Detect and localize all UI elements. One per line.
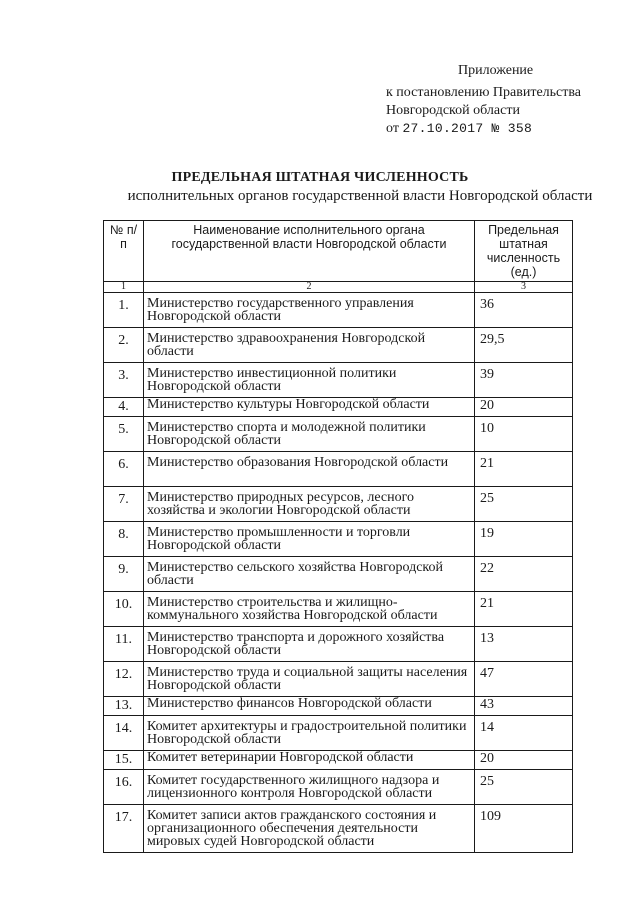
table-row — [104, 627, 573, 662]
staff-count: 10 — [475, 417, 573, 452]
document-title: ПРЕДЕЛЬНАЯ ШТАТНАЯ ЧИСЛЕННОСТЬ — [171, 170, 469, 185]
row-number: 2. — [104, 328, 144, 363]
staff-count: 25 — [475, 770, 573, 805]
staff-count: 14 — [475, 716, 573, 751]
row-number: 10. — [104, 592, 144, 627]
agency-name: Министерство труда и социальной защиты населения Новгородской области — [144, 662, 475, 697]
staff-count: 25 — [475, 487, 573, 522]
agency-name: Министерство государственного управления Новгородской области — [144, 293, 475, 328]
staff-count: 21 — [475, 592, 573, 627]
column-number: 3 — [475, 282, 573, 293]
agency-name: Министерство промышленности и торговли Новгородской области — [144, 522, 475, 557]
appendix-line-1: к постановлению Правительства — [386, 85, 582, 100]
staff-count: 19 — [475, 522, 573, 557]
row-number: 3. — [104, 363, 144, 398]
table-row — [104, 751, 573, 770]
table-row — [104, 398, 573, 417]
staff-count: 29,5 — [475, 328, 573, 363]
row-number: 9. — [104, 557, 144, 592]
agency-name: Министерство природных ресурсов, лесного хозяйства и экологии Новгородской области — [144, 487, 475, 522]
staff-count: 109 — [475, 805, 573, 853]
column-number: 1 — [104, 282, 144, 293]
agency-name: Министерство культуры Новгородской области — [144, 398, 475, 417]
row-number: 17. — [104, 805, 144, 853]
table-row — [104, 522, 573, 557]
appendix-block — [386, 62, 581, 138]
row-number: 15. — [104, 751, 144, 770]
staff-count: 20 — [475, 751, 573, 770]
staff-table — [103, 220, 573, 853]
appendix-date-number: 27.10.2017 № 358 — [402, 121, 533, 136]
agency-name: Комитет ветеринарии Новгородской области — [144, 751, 475, 770]
document-subtitle: исполнительных органов государственной власти Новгородской области — [127, 188, 593, 204]
table-row — [104, 805, 573, 853]
header-number: № п/п — [104, 221, 144, 282]
table-row — [104, 716, 573, 751]
row-number: 6. — [104, 452, 144, 487]
agency-name: Министерство транспорта и дорожного хозяйства Новгородской области — [144, 627, 475, 662]
agency-name: Комитет записи актов гражданского состояния и организационного обеспечения деятельности мировых судей Новгородской области — [144, 805, 475, 853]
agency-name: Министерство финансов Новгородской области — [144, 697, 475, 716]
column-numbers-row — [104, 282, 573, 293]
agency-name: Министерство строительства и жилищно-коммунального хозяйства Новгородской области — [144, 592, 475, 627]
row-number: 4. — [104, 398, 144, 417]
table-row — [104, 697, 573, 716]
row-number: 8. — [104, 522, 144, 557]
row-number: 7. — [104, 487, 144, 522]
table-row — [104, 770, 573, 805]
header-name: Наименование исполнительного органа государственной власти Новгородской области — [144, 221, 475, 282]
table-row — [104, 487, 573, 522]
staff-count: 43 — [475, 697, 573, 716]
staff-count: 22 — [475, 557, 573, 592]
staff-count: 20 — [475, 398, 573, 417]
row-number: 12. — [104, 662, 144, 697]
staff-count: 39 — [475, 363, 573, 398]
row-number: 11. — [104, 627, 144, 662]
table-row — [104, 417, 573, 452]
table-row — [104, 557, 573, 592]
column-number: 2 — [144, 282, 475, 293]
row-number: 16. — [104, 770, 144, 805]
appendix-title: Приложение — [458, 63, 534, 78]
row-number: 13. — [104, 697, 144, 716]
agency-name: Комитет государственного жилищного надзора и лицензионного контроля Новгородской области — [144, 770, 475, 805]
row-number: 14. — [104, 716, 144, 751]
agency-name: Министерство сельского хозяйства Новгородской области — [144, 557, 475, 592]
header-count: Предельная штатная численность (ед.) — [475, 221, 573, 282]
table-row — [104, 662, 573, 697]
staff-count: 21 — [475, 452, 573, 487]
row-number: 1. — [104, 293, 144, 328]
table-row — [104, 363, 573, 398]
staff-count: 36 — [475, 293, 573, 328]
table-row — [104, 293, 573, 328]
agency-name: Комитет архитектуры и градостроительной политики Новгородской области — [144, 716, 475, 751]
agency-name: Министерство спорта и молодежной политики Новгородской области — [144, 417, 475, 452]
table-row — [104, 328, 573, 363]
agency-name: Министерство инвестиционной политики Новгородской области — [144, 363, 475, 398]
staff-count: 47 — [475, 662, 573, 697]
table-header-row — [104, 221, 573, 282]
appendix-line-2: Новгородской области — [386, 103, 520, 118]
table-row — [104, 452, 573, 487]
appendix-date-prefix: от — [386, 121, 399, 136]
appendix-date-line — [386, 120, 581, 138]
agency-name: Министерство образования Новгородской области — [144, 452, 475, 487]
staff-count: 13 — [475, 627, 573, 662]
table-row — [104, 592, 573, 627]
row-number: 5. — [104, 417, 144, 452]
agency-name: Министерство здравоохранения Новгородской области — [144, 328, 475, 363]
